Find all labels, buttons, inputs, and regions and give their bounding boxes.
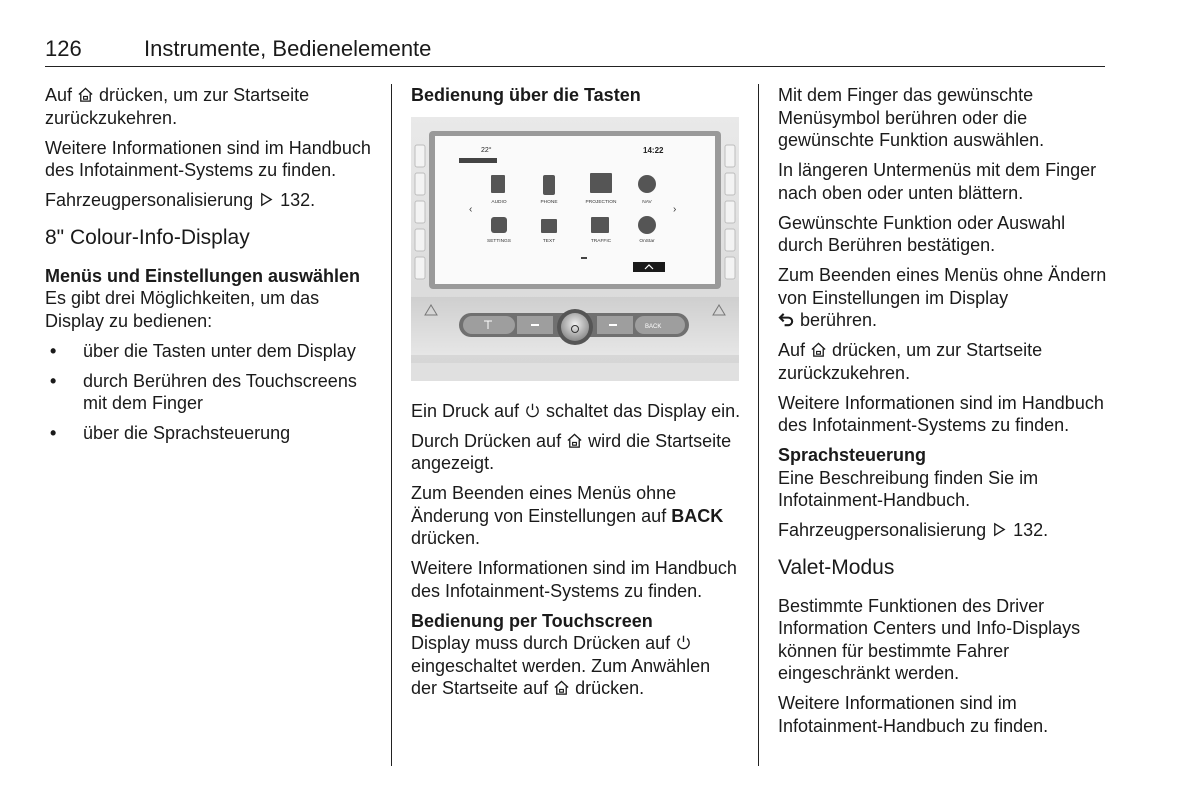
section-heading: 8" Colour-Info-Display	[45, 225, 250, 249]
page-header	[45, 36, 1105, 67]
paragraph: Weitere Informationen sind im Handbuch des Infotainment-Systems zu finden.	[778, 392, 1104, 435]
paragraph: Ein Druck auf schaltet das Display ein.	[411, 400, 741, 421]
paragraph: Auf drücken, um zur Startseite zurückzukehren.	[45, 85, 310, 128]
column-right	[778, 84, 1108, 745]
paragraph: Eine Beschreibung finden Sie im Infotainment-Handbuch.	[778, 467, 1039, 510]
cross-reference: Fahrzeugpersonalisierung 132.	[45, 190, 316, 210]
cross-reference: Fahrzeugpersonalisierung 132.	[778, 520, 1049, 540]
list-item: • über die Tasten unter dem Display	[50, 340, 356, 361]
home-icon	[77, 86, 94, 103]
subheading: Sprachsteuerung	[778, 445, 927, 465]
back-keyword: BACK	[671, 505, 724, 526]
column-middle	[411, 84, 741, 707]
column-divider	[758, 84, 759, 766]
section-heading: Valet-Modus	[778, 555, 895, 579]
subheading: Menüs und Einstellungen auswählen	[45, 265, 361, 286]
paragraph: Es gibt drei Möglichkeiten, um das Display zu bedienen:	[45, 288, 320, 331]
paragraph: Zum Beenden eines Menüs ohne Ändern von Einstellungen im Display berühren.	[778, 265, 1107, 330]
app-label: TEXT	[542, 238, 556, 244]
arrow-reference-icon	[258, 191, 275, 208]
app-label: PROJECTION	[585, 199, 617, 205]
column-divider	[391, 84, 392, 766]
app-label: SETTINGS	[487, 238, 511, 244]
paragraph: Weitere Informationen sind im Infotainment-Handbuch zu finden.	[778, 693, 1049, 736]
power-icon	[524, 402, 541, 419]
paragraph: Mit dem Finger das gewünschte Menüsymbol berühren oder die gewünschte Funktion auswählen.	[778, 85, 1045, 150]
svg-text:‹: ‹	[469, 203, 473, 215]
infotainment-display-illustration	[411, 117, 739, 381]
subheading: Bedienung per Touchscreen	[411, 610, 653, 631]
app-label: OnStar	[639, 238, 655, 244]
list-item: • durch Berühren des Touchscreens mit dem Finger	[50, 370, 357, 413]
back-button-label: BACK	[645, 323, 662, 330]
column-left	[45, 84, 375, 452]
list-item: • über die Sprachsteuerung	[50, 423, 291, 443]
screen-clock: 14:22	[643, 145, 664, 155]
paragraph: Bestimmte Funktionen des Driver Information Centers und Info-Displays können für bestimmte Fahrer eingeschränkt werden.	[778, 595, 1081, 683]
paragraph: Weitere Informationen sind im Handbuch des Infotainment-Systems zu finden.	[411, 558, 737, 601]
paragraph: Auf drücken, um zur Startseite zurückzukehren.	[778, 340, 1043, 383]
subheading: Bedienung über die Tasten	[411, 85, 641, 105]
app-label: PHONE	[540, 199, 558, 205]
power-icon	[675, 634, 692, 651]
arrow-reference-icon	[991, 521, 1008, 538]
home-icon	[553, 679, 570, 696]
paragraph: Durch Drücken auf wird die Startseite angezeigt.	[411, 430, 732, 473]
paragraph: Display muss durch Drücken auf eingeschaltet werden. Zum Anwählen der Startseite auf drücken.	[411, 633, 711, 698]
page-number: 126	[45, 36, 82, 61]
home-icon	[810, 341, 827, 358]
paragraph: Weitere Informationen sind im Handbuch des Infotainment-Systems zu finden.	[45, 137, 371, 180]
screen-temperature: 22°	[481, 146, 492, 154]
chapter-title: Instrumente, Bedienelemente	[144, 36, 432, 61]
app-label: NAV	[642, 199, 652, 205]
paragraph: Gewünschte Funktion oder Auswahl durch Berühren bestätigen.	[778, 212, 1066, 255]
app-label: AUDIO	[491, 199, 507, 205]
paragraph: In längeren Untermenüs mit dem Finger nach oben oder unten blättern.	[778, 160, 1097, 203]
svg-text:›: ›	[673, 203, 677, 215]
home-icon	[566, 432, 583, 449]
paragraph: Zum Beenden eines Menüs ohne Änderung von Einstellungen auf BACK drücken.	[411, 483, 724, 548]
back-arrow-icon	[778, 311, 795, 328]
app-label: TRAFFIC	[590, 238, 612, 244]
